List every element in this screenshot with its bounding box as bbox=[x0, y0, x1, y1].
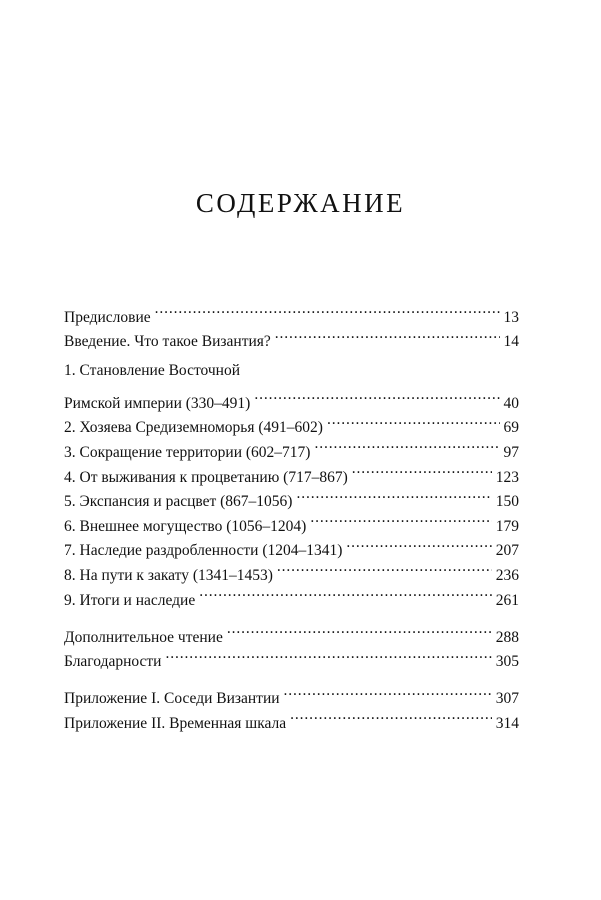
toc-entry-page: 123 bbox=[495, 468, 519, 486]
dot-leader bbox=[227, 617, 492, 642]
toc-entry-page: 14 bbox=[503, 333, 519, 351]
page-title: СОДЕРЖАНИЕ bbox=[195, 188, 406, 218]
toc-entry-page: 179 bbox=[495, 517, 519, 535]
toc-entry-further-reading bbox=[64, 617, 519, 646]
toc-entry-label: 6. Внешнее могущество (1056–1204) bbox=[64, 517, 307, 535]
dot-leader bbox=[290, 703, 492, 728]
dot-leader bbox=[284, 679, 492, 704]
toc-entry-label: 3. Сокращение территории (602–717) bbox=[64, 444, 311, 462]
dot-leader bbox=[296, 482, 491, 507]
toc-entry-page: 150 bbox=[495, 493, 519, 511]
toc-entry-page: 40 bbox=[503, 394, 519, 412]
toc-entry-label: Введение. Что такое Византия? bbox=[64, 333, 271, 351]
toc-entry-label: Римской империи (330–491) bbox=[64, 394, 251, 412]
toc-entry-page: 261 bbox=[495, 591, 519, 609]
toc-entry-page: 69 bbox=[503, 419, 519, 437]
toc-entry-label: Дополнительное чтение bbox=[64, 628, 223, 646]
toc-entry-page: 307 bbox=[495, 690, 519, 708]
dot-leader bbox=[275, 322, 500, 347]
dot-leader bbox=[352, 457, 492, 482]
toc-entry-chapter-1 bbox=[64, 383, 519, 412]
toc-entry-label: 1. Становление Восточной bbox=[64, 361, 241, 379]
dot-leader bbox=[277, 555, 492, 580]
toc-entry-page: 314 bbox=[495, 715, 519, 732]
toc-entry-appendix-1 bbox=[64, 679, 519, 708]
toc-entry-label: Приложение II. Временная шкала bbox=[64, 715, 287, 732]
dot-leader bbox=[346, 531, 491, 556]
toc-entry-page: 207 bbox=[495, 542, 519, 560]
toc-entry-label: Благодарности bbox=[64, 653, 162, 671]
toc-entry-label: 4. От выживания к процветанию (717–867) bbox=[64, 468, 348, 486]
dot-leader bbox=[165, 642, 491, 667]
dot-leader bbox=[310, 506, 491, 531]
dot-leader bbox=[327, 408, 500, 433]
toc-entry-page: 97 bbox=[503, 444, 519, 462]
toc-entry-label: Предисловие bbox=[64, 308, 151, 326]
toc-entry-page: 13 bbox=[503, 308, 519, 326]
toc-entry-label: 2. Хозяева Средиземноморья (491–602) bbox=[64, 419, 323, 437]
toc-entry-label: Приложение I. Соседи Византии bbox=[64, 690, 280, 708]
toc-entry-page: 236 bbox=[495, 567, 519, 585]
dot-leader bbox=[254, 383, 499, 408]
dot-leader bbox=[314, 432, 499, 457]
toc-entry-label: 9. Итоги и наследие bbox=[64, 591, 196, 609]
toc-entry-label: 7. Наследие раздробленности (1204–1341) bbox=[64, 542, 343, 560]
toc-entry-preface bbox=[64, 297, 519, 326]
toc-entry-label: 5. Экспансия и расцвет (867–1056) bbox=[64, 493, 293, 511]
dot-leader bbox=[155, 297, 500, 322]
toc-entry-label: 8. На пути к закату (1341–1453) bbox=[64, 567, 273, 585]
dot-leader bbox=[199, 580, 492, 605]
toc-entry-chapter-1-line-1 bbox=[64, 359, 519, 384]
toc-entry-page: 305 bbox=[495, 653, 519, 671]
toc-entry-page: 288 bbox=[495, 628, 519, 646]
table-of-contents bbox=[64, 297, 519, 732]
